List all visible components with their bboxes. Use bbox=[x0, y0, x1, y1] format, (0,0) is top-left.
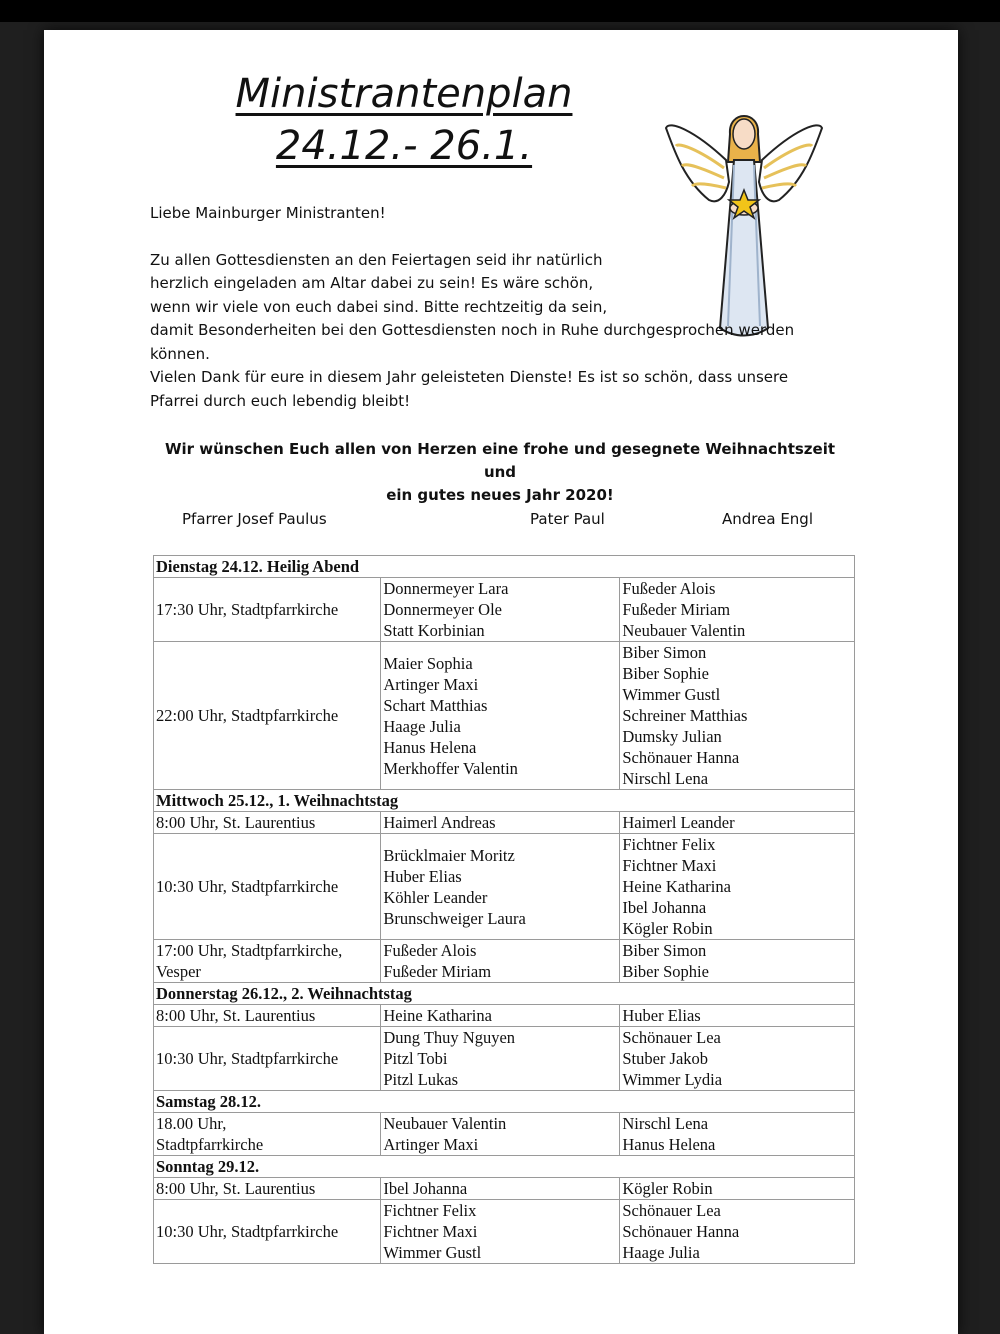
service-row bbox=[154, 1005, 855, 1027]
server-name: Nirschl Lena bbox=[622, 769, 709, 788]
server-name: Ibel Johanna bbox=[622, 898, 707, 917]
server-group-2 bbox=[620, 642, 855, 790]
server-group-1 bbox=[381, 834, 620, 940]
top-bar bbox=[0, 0, 1000, 22]
server-name: Neubauer Valentin bbox=[383, 1114, 507, 1133]
server-name: Brunschweiger Laura bbox=[383, 908, 526, 928]
server-group-1 bbox=[381, 642, 620, 790]
server-group-2 bbox=[620, 1200, 855, 1264]
server-name: Wimmer Gustl bbox=[622, 685, 721, 704]
letter-greeting: Liebe Mainburger Ministranten! bbox=[150, 204, 386, 222]
service-time-location: 8:00 Uhr, St. Laurentius bbox=[154, 1005, 381, 1027]
wish-line-1: Wir wünschen Euch allen von Herzen eine frohe und gesegnete Weihnachtszeit und bbox=[164, 440, 836, 481]
christmas-wish bbox=[150, 438, 850, 507]
day-header-row bbox=[154, 1156, 855, 1178]
server-name: Artinger Maxi bbox=[383, 1135, 479, 1154]
server-name: Schreiner Matthias bbox=[622, 706, 748, 725]
server-name: Wimmer Lydia bbox=[622, 1070, 723, 1089]
server-group-1 bbox=[381, 578, 620, 642]
letter-line: Zu allen Gottesdiensten an den Feiertagen seid ihr natürlich bbox=[150, 250, 603, 269]
server-name: Maier Sophia bbox=[383, 653, 473, 673]
service-time-location: 10:30 Uhr, Stadtpfarrkirche bbox=[154, 1200, 381, 1264]
day-title: Sonntag 29.12. bbox=[154, 1156, 855, 1178]
service-row bbox=[154, 1027, 855, 1091]
server-name: Schart Matthias bbox=[383, 695, 488, 715]
server-group-2 bbox=[620, 940, 855, 983]
letter-line: damit Besonderheiten bei den Gottesdiensten noch in Ruhe durchgesprochen werden bbox=[150, 321, 795, 339]
server-name: Pitzl Tobi bbox=[383, 1049, 448, 1068]
letter-line: herzlich eingeladen am Altar dabei zu sein! Es wäre schön, bbox=[150, 274, 594, 292]
server-name: Fichtner Felix bbox=[383, 1201, 477, 1220]
server-name: Huber Elias bbox=[383, 866, 462, 886]
server-name: Kögler Robin bbox=[622, 919, 713, 938]
server-name: Hanus Helena bbox=[622, 1135, 716, 1154]
server-name: Statt Korbinian bbox=[383, 621, 485, 640]
server-group-1 bbox=[381, 1200, 620, 1264]
letter-line: Pfarrei durch euch lebendig bleibt! bbox=[150, 391, 411, 410]
day-title: Donnerstag 26.12., 2. Weihnachtstag bbox=[154, 983, 855, 1005]
day-title: Dienstag 24.12. Heilig Abend bbox=[154, 556, 855, 578]
server-name: Haimerl Andreas bbox=[383, 813, 496, 832]
server-name: Biber Simon bbox=[622, 643, 707, 662]
service-time-location: 10:30 Uhr, Stadtpfarrkirche bbox=[154, 834, 381, 940]
letter-text bbox=[150, 202, 830, 413]
server-name: Donnermeyer Lara bbox=[383, 579, 509, 598]
signature-pater: Pater Paul bbox=[530, 510, 605, 528]
server-name: Ibel Johanna bbox=[383, 1179, 468, 1198]
server-name: Haimerl Leander bbox=[622, 813, 735, 832]
server-name: Huber Elias bbox=[622, 1006, 701, 1025]
service-row bbox=[154, 834, 855, 940]
service-time-location: 8:00 Uhr, St. Laurentius bbox=[154, 1178, 381, 1200]
altar-server-schedule bbox=[153, 555, 855, 1264]
server-name: Schönauer Hanna bbox=[622, 748, 740, 767]
server-name: Dung Thuy Nguyen bbox=[383, 1028, 516, 1047]
server-group-1 bbox=[381, 940, 620, 983]
service-row bbox=[154, 812, 855, 834]
title-line-1: Ministrantenplan bbox=[235, 71, 573, 117]
server-name: Schönauer Lea bbox=[622, 1201, 721, 1220]
day-header-row bbox=[154, 790, 855, 812]
server-group-2 bbox=[620, 1178, 855, 1200]
server-group-2 bbox=[620, 1113, 855, 1156]
server-group-1 bbox=[381, 812, 620, 834]
server-group-2 bbox=[620, 834, 855, 940]
server-name: Fichtner Maxi bbox=[383, 1222, 478, 1241]
service-time-location: 10:30 Uhr, Stadtpfarrkirche bbox=[154, 1027, 381, 1091]
letter-line: Vielen Dank für eure in diesem Jahr geleisteten Dienste! Es ist so schön, dass unsere bbox=[150, 368, 789, 386]
service-row bbox=[154, 642, 855, 790]
server-name: Dumsky Julian bbox=[622, 727, 722, 746]
server-group-1 bbox=[381, 1027, 620, 1091]
server-name: Schönauer Hanna bbox=[622, 1222, 740, 1241]
letter-line: können. bbox=[150, 344, 210, 363]
server-name: Pitzl Lukas bbox=[383, 1070, 459, 1089]
service-row bbox=[154, 940, 855, 983]
server-name: Hanus Helena bbox=[383, 737, 477, 757]
server-name: Brücklmaier Moritz bbox=[383, 845, 515, 865]
service-time-location: 18.00 Uhr, Stadtpfarrkirche bbox=[154, 1113, 381, 1156]
day-header-row bbox=[154, 1091, 855, 1113]
service-time-location: 8:00 Uhr, St. Laurentius bbox=[154, 812, 381, 834]
title-line-2: 24.12.- 26.1. bbox=[275, 123, 533, 169]
server-name: Fußeder Miriam bbox=[622, 600, 731, 619]
wish-line-2: ein gutes neues Jahr 2020! bbox=[386, 486, 614, 504]
day-header-row bbox=[154, 556, 855, 578]
letter-line: wenn wir viele von euch dabei sind. Bitte rechtzeitig da sein, bbox=[150, 297, 608, 316]
server-name: Heine Katharina bbox=[622, 877, 731, 896]
service-time-location: 17:30 Uhr, Stadtpfarrkirche bbox=[154, 578, 381, 642]
day-header-row bbox=[154, 983, 855, 1005]
server-name: Fußeder Alois bbox=[622, 579, 716, 598]
server-name: Biber Sophie bbox=[622, 962, 709, 981]
day-title: Mittwoch 25.12., 1. Weihnachtstag bbox=[154, 790, 855, 812]
server-group-2 bbox=[620, 812, 855, 834]
service-row bbox=[154, 578, 855, 642]
service-row bbox=[154, 1200, 855, 1264]
server-name: Wimmer Gustl bbox=[383, 1243, 482, 1262]
server-name: Fußeder Miriam bbox=[383, 962, 492, 981]
server-name: Fußeder Alois bbox=[383, 941, 477, 960]
server-group-2 bbox=[620, 1027, 855, 1091]
server-name: Artinger Maxi bbox=[383, 674, 479, 694]
server-name: Fichtner Maxi bbox=[622, 856, 717, 875]
server-name: Nirschl Lena bbox=[622, 1114, 709, 1133]
server-name: Neubauer Valentin bbox=[622, 621, 746, 640]
service-time-location: 22:00 Uhr, Stadtpfarrkirche bbox=[154, 642, 381, 790]
server-group-2 bbox=[620, 578, 855, 642]
service-row bbox=[154, 1113, 855, 1156]
signature-engl: Andrea Engl bbox=[722, 510, 813, 528]
server-name: Köhler Leander bbox=[383, 887, 488, 907]
server-name: Biber Simon bbox=[622, 941, 707, 960]
service-time-location: 17:00 Uhr, Stadtpfarrkirche, Vesper bbox=[154, 940, 381, 983]
server-name: Stuber Jakob bbox=[622, 1049, 709, 1068]
server-name: Heine Katharina bbox=[383, 1006, 492, 1025]
server-name: Biber Sophie bbox=[622, 664, 709, 683]
server-group-1 bbox=[381, 1178, 620, 1200]
server-name: Fichtner Felix bbox=[622, 835, 716, 854]
server-name: Haage Julia bbox=[383, 716, 461, 736]
service-row bbox=[154, 1178, 855, 1200]
server-name: Merkhoffer Valentin bbox=[383, 758, 518, 778]
page-title bbox=[164, 68, 644, 172]
document-page bbox=[44, 30, 958, 1334]
day-title: Samstag 28.12. bbox=[154, 1091, 855, 1113]
signature-pfarrer: Pfarrer Josef Paulus bbox=[182, 510, 327, 528]
server-name: Donnermeyer Ole bbox=[383, 600, 503, 619]
server-group-2 bbox=[620, 1005, 855, 1027]
server-group-1 bbox=[381, 1005, 620, 1027]
server-name: Kögler Robin bbox=[622, 1179, 713, 1198]
server-group-1 bbox=[381, 1113, 620, 1156]
server-name: Haage Julia bbox=[622, 1243, 700, 1262]
server-name: Schönauer Lea bbox=[622, 1028, 721, 1047]
